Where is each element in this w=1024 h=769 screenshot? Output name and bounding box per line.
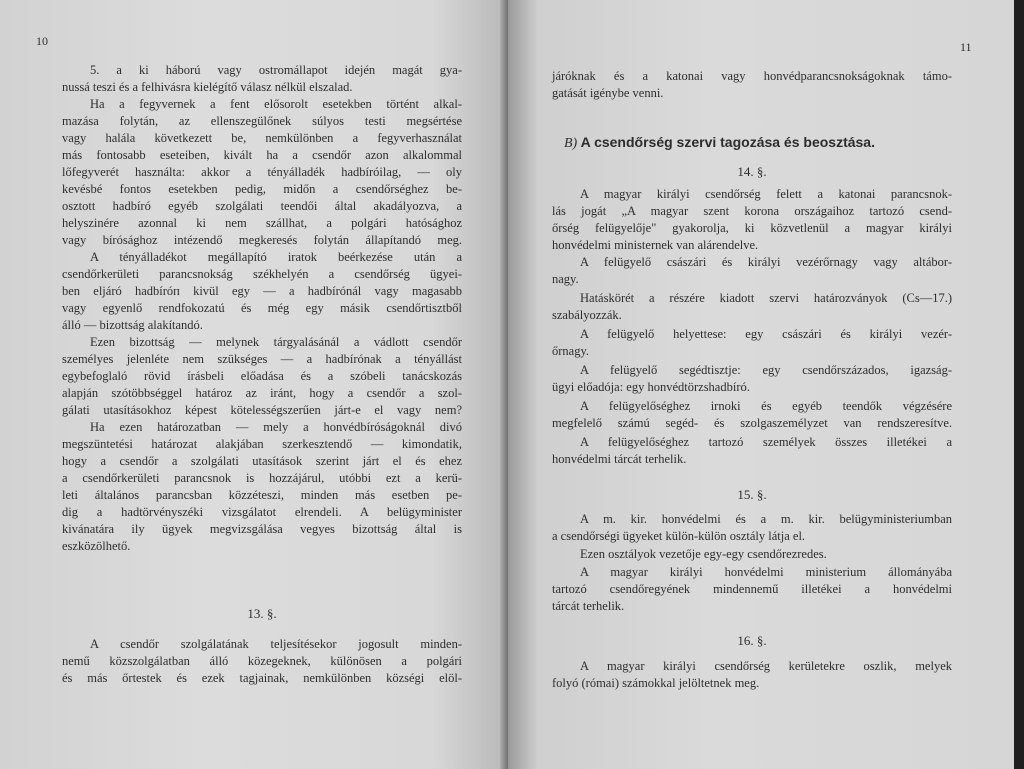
text-line: Hatáskörét a részére kiadott szervi határozványok (Cs—17.): [580, 291, 952, 305]
text-line: Ezen bizottság — melynek tárgyalásánál a vádlott csendőr: [90, 335, 462, 349]
text-line: álló — bizottság alakítandó.: [62, 318, 203, 332]
text-line: lás jogát „A magyar szent korona országaihoz tartozó csend-: [552, 204, 952, 218]
text-line: csendőrkerületi parancsnokság székhelyén a csendőrség ügyei-: [62, 267, 462, 281]
chapter-heading: [564, 134, 875, 152]
left-page: [0, 0, 508, 769]
text-line: szabályozzák.: [552, 308, 622, 322]
text-line: 5. a ki háború vagy ostromállapot idején magát gya-: [90, 63, 462, 77]
text-line: A felügyelő segédtisztje: egy csendőrszázados, igazság-: [580, 363, 952, 377]
right-page-number: 11: [960, 40, 972, 54]
text-line: honvédelmi ministernek van alárendelve.: [552, 238, 759, 252]
text-line: A csendőr szolgálatának teljesítésekor jogosult minden-: [90, 637, 462, 651]
section-heading-13: 13. §.: [247, 606, 277, 621]
text-line: nemű közszolgálatban álló közegeknek, különösen a polgári: [62, 654, 462, 668]
left-page-number: 10: [36, 34, 48, 48]
text-line: nussá teszi és a felhivásra kielégítő válasz nélkül elszalad.: [62, 80, 353, 94]
text-line: A magyar királyi csendőrség felett a katonai parancsnok-: [580, 187, 952, 201]
text-line: honvédelmi tárcát terhelik.: [552, 452, 687, 466]
text-line: vagy egyenlő rendfokozatú és még egy másik csendőrtisztből: [62, 301, 462, 315]
text-line: vagy halála következett be, nemkülönben a fegyverhasználat: [62, 131, 462, 145]
text-line: őrség felügyelője" gyakorolja, ki közvetlenül a magyar királyi: [552, 221, 952, 235]
heading-title: A csendőrség szervi tagozása és beosztása.: [580, 134, 875, 150]
text-line: A tényálladékot megállapító iratok beérkezése után a: [90, 250, 462, 264]
text-line: személyes jelenléte nem szükséges — a hadbírónak a tényállást: [62, 352, 462, 366]
text-line: A felügyelőséghez irnoki és egyéb teendők végzésére: [580, 399, 952, 413]
text-line: a csendőrkerületi parancsnok is hozzájárul, utóbbi ezt a kerü-: [62, 471, 462, 485]
text-line: mazása folytán, az ellenszegülőnek súlyos testi megsértése: [62, 114, 462, 128]
text-line: eszközölhető.: [62, 539, 131, 553]
text-line: ügyi előadója: egy honvédtörzshadbíró.: [552, 380, 750, 394]
text-line: A felügyelő császári és királyi vezérőrnagy vagy altábor-: [580, 255, 952, 269]
text-line: folyó (római) számokkal jelöltetnek meg.: [552, 676, 760, 690]
section-heading-15: 15. §.: [737, 487, 767, 502]
text-line: lőfegyverét használta: akkor a tényálladék hadbíróilag, — oly: [62, 165, 462, 179]
text-line: a csendőrségi ügyeket külön-külön osztály látja el.: [552, 529, 806, 543]
text-line: és más őrtestek és ezek tagjainak, nemkülönben községi elöl-: [62, 671, 462, 685]
text-line: tartozó csendőregyének mindennemű illetékei a honvédelmi: [552, 582, 952, 596]
right-page: [508, 0, 1014, 769]
text-line: járóknak és a katonai vagy honvédparancsnokságoknak támo-: [552, 69, 952, 83]
text-line: őrnagy.: [552, 344, 590, 358]
text-line: Ezen osztályok vezetője egy-egy csendőrezredes.: [580, 547, 827, 561]
text-line: alapján szótöbbséggel határoz az iránt, hogy a csendőr a szol-: [62, 386, 462, 400]
text-line: tárcát terhelik.: [552, 599, 625, 613]
text-line: megfelelő számú segéd- és szolgaszemélyzet van rendszeresítve.: [552, 416, 952, 430]
text-line: egybefoglaló rövid írásbeli előadása és a szóbeli tanácskozás: [62, 369, 462, 383]
text-line: A felügyelőséghez tartozó személyek összes illetékei a: [580, 435, 952, 449]
text-line: megszüntetési határozat alakjában szerkesztendő — kimondatik,: [62, 437, 462, 451]
text-line: más fontosabb eseteiben, kivált ha a csendőr azon alkalommal: [62, 148, 462, 162]
text-line: helyszinére azonnal ki nem szállhat, a polgári hatósághoz: [62, 216, 462, 230]
text-line: Ha ezen határozatban — mely a honvédbíróságoknál divó: [90, 420, 462, 434]
text-line: hogy a csendőr a szolgálati utasítások szerint járt el és ehez: [62, 454, 462, 468]
text-line: A magyar királyi honvédelmi ministerium állományába: [580, 565, 952, 579]
text-line: ben eljáró hadbíróп kivül egy — a hadbírónál vagy magasabb: [62, 284, 462, 298]
section-heading-16: 16. §.: [737, 633, 767, 648]
text-line: dig a hadtörvényszéki vizsgálatot elrendeli. A belügyminister: [62, 505, 462, 519]
text-line: A felügyelő helyettese: egy császári és királyi vezér-: [580, 327, 952, 341]
text-line: vagy bírósághoz intézendő megkeresés folytán állapítandó meg.: [62, 233, 462, 247]
text-line: kivánatára ily ügyek megvizsgálása vegyes bizottság által is: [62, 522, 462, 536]
text-line: Ha a fegyvernek a fent elősorolt esetekben történt alkal-: [90, 97, 462, 111]
section-heading-14: 14. §.: [737, 164, 767, 179]
text-line: A m. kir. honvédelmi és a m. kir. belügyministeriumban: [580, 512, 952, 526]
heading-prefix: B): [564, 136, 578, 151]
text-line: kevésbé fontos esetekben pedig, midőn a csendőrséghez be-: [62, 182, 462, 196]
text-line: gálati utasításokhoz képest kötelességszerűen járt-e el vagy nem?: [62, 403, 462, 417]
text-line: nagy.: [552, 272, 579, 286]
text-line: leti általános parancsban közzéteszi, minden más esetben pe-: [62, 488, 462, 502]
text-line: A magyar királyi csendőrség kerületekre oszlik, melyek: [580, 659, 952, 673]
text-line: gatását igénybe venni.: [552, 86, 664, 100]
text-line: osztott hadbíró egyéb szolgálati teendői által akadályozva, a: [62, 199, 462, 213]
